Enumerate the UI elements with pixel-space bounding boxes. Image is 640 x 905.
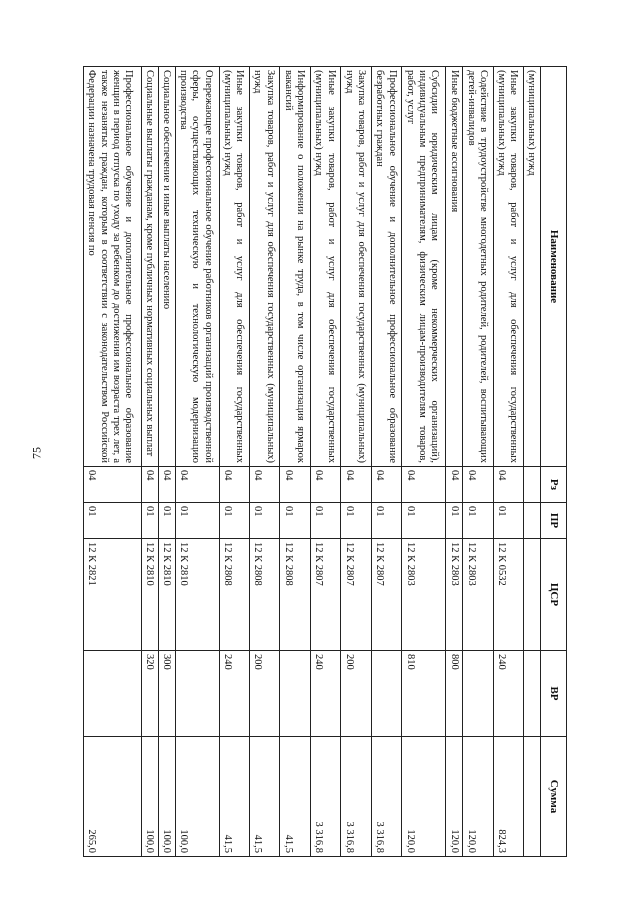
table-row	[493, 67, 523, 857]
cell-rz: 04	[371, 467, 401, 503]
table-row	[280, 67, 310, 857]
cell-sum: 41,5	[250, 737, 280, 857]
cell-vr: 300	[158, 651, 175, 737]
cell-rz: 04	[493, 467, 523, 503]
cell-rz: 04	[341, 467, 371, 503]
cell-pr: 01	[463, 503, 493, 539]
cell-name: Закупка товаров, работ и услуг для обеспечения государственных (муниципальных) нужд	[250, 67, 280, 467]
cell-vr: 810	[402, 651, 446, 737]
table-row	[310, 67, 340, 857]
cell-rz: 04	[250, 467, 280, 503]
cell-rz: 04	[141, 467, 158, 503]
cell-pr: 01	[141, 503, 158, 539]
cell-csr: 12 К 2803	[463, 539, 493, 651]
table-row	[141, 67, 158, 857]
cell-name: Иные закупки товаров, работ и услуг для обеспечения государственных (муниципальных) нужд	[310, 67, 340, 467]
cell-csr: 12 К 2803	[402, 539, 446, 651]
cell-vr	[280, 651, 310, 737]
cell-pr: 01	[446, 503, 463, 539]
cell-sum: 3 316,8	[341, 737, 371, 857]
cell-csr: 12 К 2808	[250, 539, 280, 651]
cell-csr: 12 К 0532	[493, 539, 523, 651]
table-row	[446, 67, 463, 857]
table-row	[524, 67, 541, 857]
cell-sum: 3 316,8	[371, 737, 401, 857]
cell-name: Содействие в трудоустройстве многодетных родителей, родителей, воспитывающих детей-инвалидов	[463, 67, 493, 467]
cell-name: (муниципальных) нужд	[524, 67, 541, 467]
table-row	[84, 67, 142, 857]
cell-sum: 120,0	[402, 737, 446, 857]
cell-pr: 01	[219, 503, 249, 539]
table-row	[463, 67, 493, 857]
cell-rz: 04	[219, 467, 249, 503]
cell-sum: 265,0	[84, 737, 142, 857]
cell-rz: 04	[402, 467, 446, 503]
cell-csr: 12 К 2810	[141, 539, 158, 651]
header-csr: ЦСР	[541, 539, 567, 651]
cell-vr	[463, 651, 493, 737]
cell-csr: 12 К 2808	[280, 539, 310, 651]
page-number: 75	[29, 447, 44, 459]
cell-sum	[524, 737, 541, 857]
header-row	[541, 67, 567, 857]
cell-vr: 320	[141, 651, 158, 737]
cell-csr: 12 К 2808	[219, 539, 249, 651]
cell-name: Субсидии юридическим лицам (кроме некоммерческих организаций), индивидуальным предпринимателям, физическим лицам-производителям товаров, работ, услуг	[402, 67, 446, 467]
cell-vr: 800	[446, 651, 463, 737]
budget-table	[83, 66, 567, 857]
cell-vr	[371, 651, 401, 737]
cell-sum: 120,0	[446, 737, 463, 857]
cell-vr: 240	[493, 651, 523, 737]
cell-rz: 04	[446, 467, 463, 503]
cell-sum: 3 316,8	[310, 737, 340, 857]
cell-rz: 04	[84, 467, 142, 503]
header-vr: ВР	[541, 651, 567, 737]
table-row	[371, 67, 401, 857]
cell-sum: 41,5	[280, 737, 310, 857]
cell-csr: 12 К 2810	[158, 539, 175, 651]
cell-pr: 01	[280, 503, 310, 539]
cell-rz	[524, 467, 541, 503]
cell-name: Иные закупки товаров, работ и услуг для обеспечения государственных (муниципальных) нужд	[219, 67, 249, 467]
cell-pr: 01	[371, 503, 401, 539]
cell-name: Опережающее профессиональное обучение работников организаций производственной сферы, осуществляющих техническую и технологическую модернизацию производства	[175, 67, 219, 467]
cell-name: Иные бюджетные ассигнования	[446, 67, 463, 467]
cell-rz: 04	[463, 467, 493, 503]
header-name: Наименование	[541, 67, 567, 467]
cell-csr: 12 К 2807	[310, 539, 340, 651]
cell-sum: 41,5	[219, 737, 249, 857]
cell-vr	[175, 651, 219, 737]
cell-rz: 04	[175, 467, 219, 503]
table-row	[250, 67, 280, 857]
table-row	[341, 67, 371, 857]
cell-vr	[524, 651, 541, 737]
cell-name: Иные закупки товаров, работ и услуг для обеспечения государственных (муниципальных) нужд	[493, 67, 523, 467]
cell-name: Информирование о положении на рынке труда, в том числе организация ярмарок вакансий	[280, 67, 310, 467]
cell-csr	[524, 539, 541, 651]
cell-pr: 01	[250, 503, 280, 539]
cell-rz: 04	[158, 467, 175, 503]
cell-name: Закупка товаров, работ и услуг для обеспечения государственных (муниципальных) нужд	[341, 67, 371, 467]
cell-pr: 01	[310, 503, 340, 539]
cell-name: Социальные выплаты гражданам, кроме публичных нормативных социальных выплат	[141, 67, 158, 467]
cell-sum: 100,0	[141, 737, 158, 857]
cell-csr: 12 К 2821	[84, 539, 142, 651]
rotated-table-container	[83, 66, 567, 856]
table-row	[402, 67, 446, 857]
table-row	[175, 67, 219, 857]
cell-csr: 12 К 2810	[175, 539, 219, 651]
cell-pr: 01	[175, 503, 219, 539]
cell-vr	[84, 651, 142, 737]
cell-vr: 200	[341, 651, 371, 737]
header-sum: Сумма	[541, 737, 567, 857]
cell-csr: 12 К 2807	[371, 539, 401, 651]
table-row	[158, 67, 175, 857]
cell-sum: 120,0	[463, 737, 493, 857]
cell-pr: 01	[493, 503, 523, 539]
cell-name: Профессиональное обучение и дополнительное профессиональное образование безработных граждан	[371, 67, 401, 467]
cell-sum: 100,0	[175, 737, 219, 857]
cell-rz: 04	[310, 467, 340, 503]
cell-csr: 12 К 2803	[446, 539, 463, 651]
header-rz: Рз	[541, 467, 567, 503]
cell-csr: 12 К 2807	[341, 539, 371, 651]
cell-vr: 200	[250, 651, 280, 737]
header-pr: ПР	[541, 503, 567, 539]
cell-vr: 240	[310, 651, 340, 737]
cell-pr: 01	[158, 503, 175, 539]
cell-pr: 01	[402, 503, 446, 539]
cell-pr: 01	[84, 503, 142, 539]
cell-pr	[524, 503, 541, 539]
cell-sum: 100,0	[158, 737, 175, 857]
cell-vr: 240	[219, 651, 249, 737]
table-row	[219, 67, 249, 857]
cell-pr: 01	[341, 503, 371, 539]
cell-rz: 04	[280, 467, 310, 503]
cell-name: Социальное обеспечение и иные выплаты населению	[158, 67, 175, 467]
cell-sum: 824,3	[493, 737, 523, 857]
cell-name: Профессиональное обучение и дополнительное профессиональное образование женщин в период отпуска по уходу за ребенком до достижения им возраста трех лет, а также незанятых граждан, которым в соответствии с законодательством Российской Федерации назначена трудовая пенсия по	[84, 67, 142, 467]
